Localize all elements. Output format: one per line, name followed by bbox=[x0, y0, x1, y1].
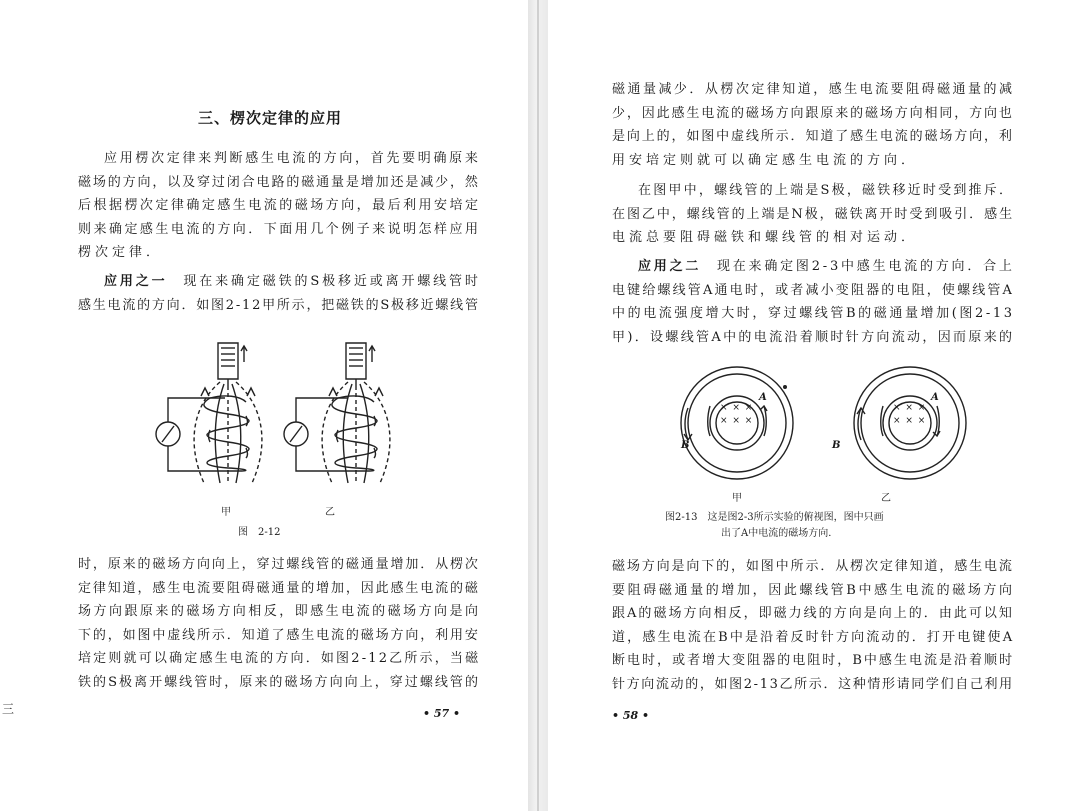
right-page bbox=[548, 0, 1080, 811]
text-line: 应用楞次定律来判断感生电流的方向，首先要明确原来 bbox=[104, 151, 481, 166]
text-line: 电键给螺线管A通电时，或者减小变阻器的电阻，使螺线管A bbox=[612, 282, 1015, 298]
side-margin-mark: 三 bbox=[2, 702, 15, 716]
text-line: 针方向流动的，如图2-13乙所示．这种情形请同学们自己利用 bbox=[612, 676, 1014, 692]
application-1-label: 应用之一 bbox=[104, 274, 168, 289]
text-line: 电流总要阻碍磁铁和螺线管的相对运动． bbox=[612, 230, 919, 245]
text-line: 用安培定则就可以确定感生电流的方向． bbox=[612, 152, 919, 168]
text-line: 跟A的磁场方向相反，即磁力线的方向是向上的．由此可以知 bbox=[612, 606, 1014, 621]
figure-2-13-caption-line-2: 出了A中电流的磁场方向． bbox=[721, 528, 839, 539]
right-para-2 bbox=[612, 179, 1015, 250]
coil-b-label-2: B bbox=[832, 440, 841, 451]
crosses-a-top: × × × bbox=[720, 403, 754, 413]
figure-2-13-label-b: 乙 bbox=[881, 493, 891, 504]
text-span: 现在来确定图2-3中感生电流的方向．合上 bbox=[716, 259, 1015, 274]
text-line: 在图乙中，螺线管的上端是N极，磁铁离开时受到吸引．感生 bbox=[612, 206, 1015, 222]
text-line bbox=[612, 255, 1015, 279]
coil-a-label-1: A bbox=[759, 392, 767, 403]
text-line: 中的电流强度增大时，穿过螺线管B的磁通量增加(图2-13 bbox=[612, 306, 1015, 321]
text-line: 楞次定律． bbox=[78, 245, 164, 260]
figure-2-12-caption: 图 2-12 bbox=[238, 527, 281, 538]
figure-2-12-label-a: 甲 bbox=[221, 507, 231, 518]
text-line: 下的，如图中虚线所示．知道了感生电流的磁场方向，利用安 bbox=[78, 627, 480, 643]
right-para-1 bbox=[612, 78, 1015, 172]
text-line: 磁通量减少．从楞次定律知道，感生电流要阻碍磁通量的减 bbox=[612, 82, 1015, 97]
left-para-3 bbox=[78, 553, 481, 694]
figure-2-13-label-a: 甲 bbox=[732, 493, 742, 504]
coil-b-label-1: B bbox=[681, 440, 690, 451]
text-line: 在图甲中，螺线管的上端是S极，磁铁移近时受到推斥． bbox=[638, 183, 1015, 198]
text-span: 现在来确定磁铁的S极移近或离开螺线管时 bbox=[183, 274, 481, 289]
text-line: 定律知道，感生电流要阻碍磁通量的增加，因此感生电流的磁 bbox=[78, 580, 480, 596]
page-number-right: • 58 • bbox=[612, 709, 650, 722]
text-line: 磁场的方向，以及穿过闭合电路的磁通量是增加还是减少，然 bbox=[78, 174, 480, 190]
crosses-a-bottom: × × × bbox=[720, 416, 754, 426]
text-line: 要阻碍磁通量的增加，因此螺线管B中感生电流的磁场方向 bbox=[612, 582, 1015, 598]
text-line: 感生电流的方向．如图2-12甲所示，把磁铁的S极移近螺线管 bbox=[78, 297, 480, 313]
text-line: 培定则就可以确定感生电流的方向．如图2-12乙所示，当磁 bbox=[78, 651, 481, 666]
text-line: 铁的S极离开螺线管时，原来的磁场方向向上，穿过螺线管的 bbox=[78, 674, 480, 690]
left-para-1 bbox=[78, 147, 481, 265]
text-line: 则来确定感生电流的方向．下面用几个例子来说明怎样应用 bbox=[78, 221, 481, 237]
text-line: 后根据楞次定律确定感生电流的磁场方向，最后利用安培定 bbox=[78, 198, 481, 213]
text-line: 时，原来的磁场方向向上，穿过螺线管的磁通量增加．从楞次 bbox=[78, 557, 480, 572]
text-line: 甲)．设螺线管A中的电流沿着顺时针方向流动，因而原来的 bbox=[612, 329, 1015, 345]
text-line: 少，因此感生电流的磁场方向跟原来的磁场方向相同，方向也 bbox=[612, 105, 1014, 121]
left-page bbox=[0, 0, 528, 811]
figure-2-13-caption-line-1: 图2-13 这是图2-3所示实验的俯视图，图中只画 bbox=[665, 512, 884, 523]
coil-a-label-2: A bbox=[931, 392, 939, 403]
figure-2-12-diagram bbox=[130, 338, 490, 488]
text-line: 是向上的，如图中虚线所示．知道了感生电流的磁场方向，利 bbox=[612, 129, 1014, 144]
right-para-4 bbox=[612, 555, 1015, 696]
page-number-left: • 57 • bbox=[423, 707, 461, 720]
section-heading: 三、楞次定律的应用 bbox=[198, 109, 343, 127]
text-line: 磁场方向是向下的，如图中所示．从楞次定律知道，感生电流 bbox=[612, 559, 1014, 574]
left-para-2 bbox=[78, 270, 481, 317]
text-line: 道，感生电流在B中是沿着反时针方向流动的．打开电键使A bbox=[612, 629, 1015, 645]
gutter-line bbox=[537, 0, 539, 811]
crosses-b-bottom: × × × bbox=[893, 416, 927, 426]
figure-2-12-label-b: 乙 bbox=[325, 507, 335, 518]
text-line: 断电时，或者增大变阻器的电阻时，B中感生电流是沿着顺时 bbox=[612, 653, 1015, 668]
application-2-label: 应用之二 bbox=[638, 259, 702, 274]
crosses-b-top: × × × bbox=[893, 403, 927, 413]
right-para-3 bbox=[612, 255, 1015, 349]
text-line bbox=[78, 270, 481, 294]
text-line: 场方向跟原来的磁场方向相反，即感生电流的磁场方向是向 bbox=[78, 604, 481, 619]
